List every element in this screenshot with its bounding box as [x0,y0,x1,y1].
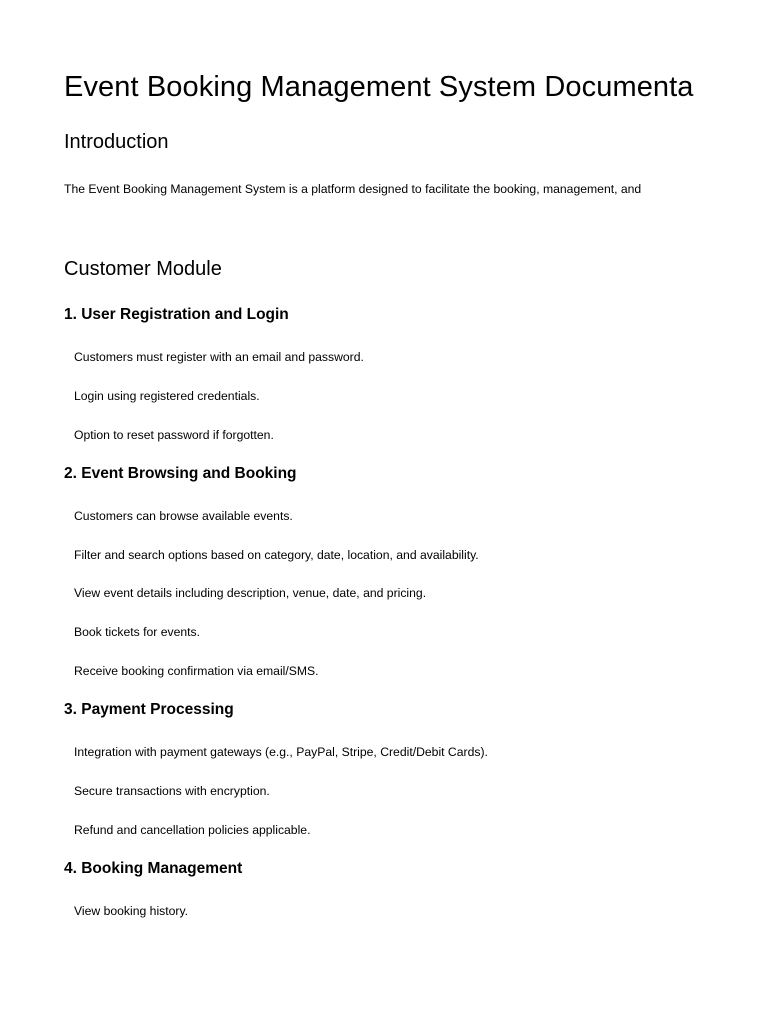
section-heading-payment-processing: 3. Payment Processing [64,701,234,718]
list-item: Integration with payment gateways (e.g., PayPal, Stripe, Credit/Debit Cards). [74,745,488,759]
document-title: Event Booking Management System Documenta [64,71,694,103]
list-item: View booking history. [74,904,189,918]
list-item: Refund and cancellation policies applicable. [74,823,311,837]
list-item: Book tickets for events. [74,625,200,639]
list-item: Receive booking confirmation via email/SMS. [74,664,319,678]
list-item: Secure transactions with encryption. [74,784,270,798]
section-heading-booking-management: 4. Booking Management [64,860,243,877]
list-item: Customers must register with an email and password. [74,350,364,364]
section-heading-event-browsing: 2. Event Browsing and Booking [64,465,297,482]
list-item: Login using registered credentials. [74,389,260,403]
list-item: Customers can browse available events. [74,509,293,523]
section-heading-user-registration: 1. User Registration and Login [64,306,289,323]
introduction-text: The Event Booking Management System is a platform designed to facilitate the booking, management, and [64,182,642,196]
introduction-heading: Introduction [64,131,169,153]
list-item: View event details including description, venue, date, and pricing. [74,586,427,600]
customer-module-heading: Customer Module [64,258,222,280]
list-item: Option to reset password if forgotten. [74,428,274,442]
list-item: Filter and search options based on category, date, location, and availability. [74,548,479,562]
